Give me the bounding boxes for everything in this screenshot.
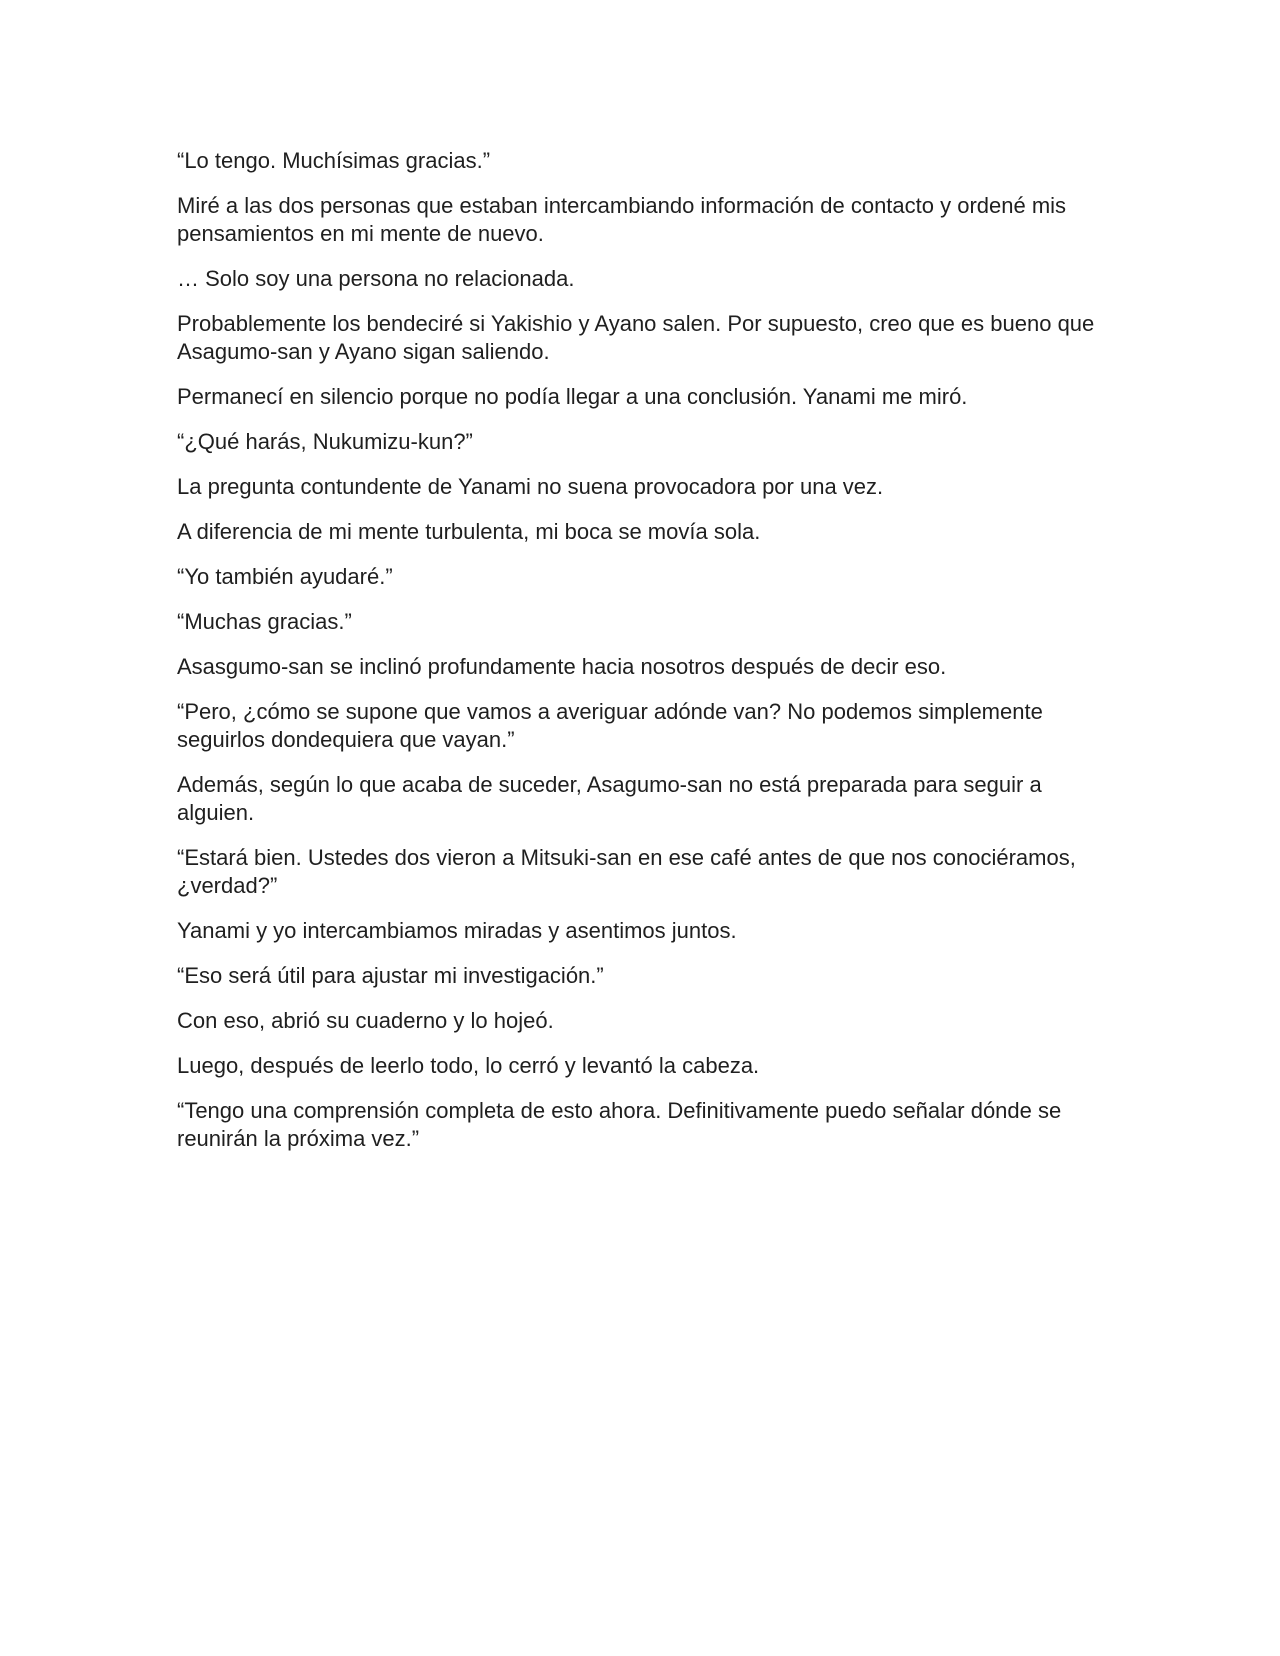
paragraph: Luego, después de leerlo todo, lo cerró y levantó la cabeza. xyxy=(177,1053,760,1078)
paragraph: Probablemente los bendeciré si Yakishio y Ayano salen. Por supuesto, creo que es bueno que Asagumo-san y Ayano sigan saliendo. xyxy=(177,311,1095,364)
paragraph: Con eso, abrió su cuaderno y lo hojeó. xyxy=(177,1008,554,1033)
paragraph: … Solo soy una persona no relacionada. xyxy=(177,266,575,291)
paragraph: “Yo también ayudaré.” xyxy=(177,564,393,589)
paragraph: “Muchas gracias.” xyxy=(177,609,352,634)
paragraph: “Pero, ¿cómo se supone que vamos a averiguar adónde van? No podemos simplemente seguirlos dondequiera que vayan.” xyxy=(177,699,1043,752)
paragraph: Además, según lo que acaba de suceder, Asagumo-san no está preparada para seguir a alguien. xyxy=(177,772,1042,825)
paragraph: A diferencia de mi mente turbulenta, mi boca se movía sola. xyxy=(177,519,761,544)
paragraph: “Eso será útil para ajustar mi investigación.” xyxy=(177,963,604,988)
paragraph: Miré a las dos personas que estaban intercambiando información de contacto y ordené mis pensamientos en mi mente de nuevo. xyxy=(177,193,1067,246)
paragraph: La pregunta contundente de Yanami no suena provocadora por una vez. xyxy=(177,474,884,499)
paragraph: “¿Qué harás, Nukumizu-kun?” xyxy=(177,429,473,454)
paragraph: “Tengo una comprensión completa de esto ahora. Definitivamente puedo señalar dónde se reunirán la próxima vez.” xyxy=(177,1098,1062,1151)
paragraph: “Estará bien. Ustedes dos vieron a Mitsuki-san en ese café antes de que nos conociéramos, ¿verdad?” xyxy=(177,845,1076,898)
paragraph: “Lo tengo. Muchísimas gracias.” xyxy=(177,148,491,173)
paragraph: Yanami y yo intercambiamos miradas y asentimos juntos. xyxy=(177,918,737,943)
paragraph: Permanecí en silencio porque no podía llegar a una conclusión. Yanami me miró. xyxy=(177,384,968,409)
paragraph: Asasgumo-san se inclinó profundamente hacia nosotros después de decir eso. xyxy=(177,654,947,679)
document-body xyxy=(177,147,1112,1170)
